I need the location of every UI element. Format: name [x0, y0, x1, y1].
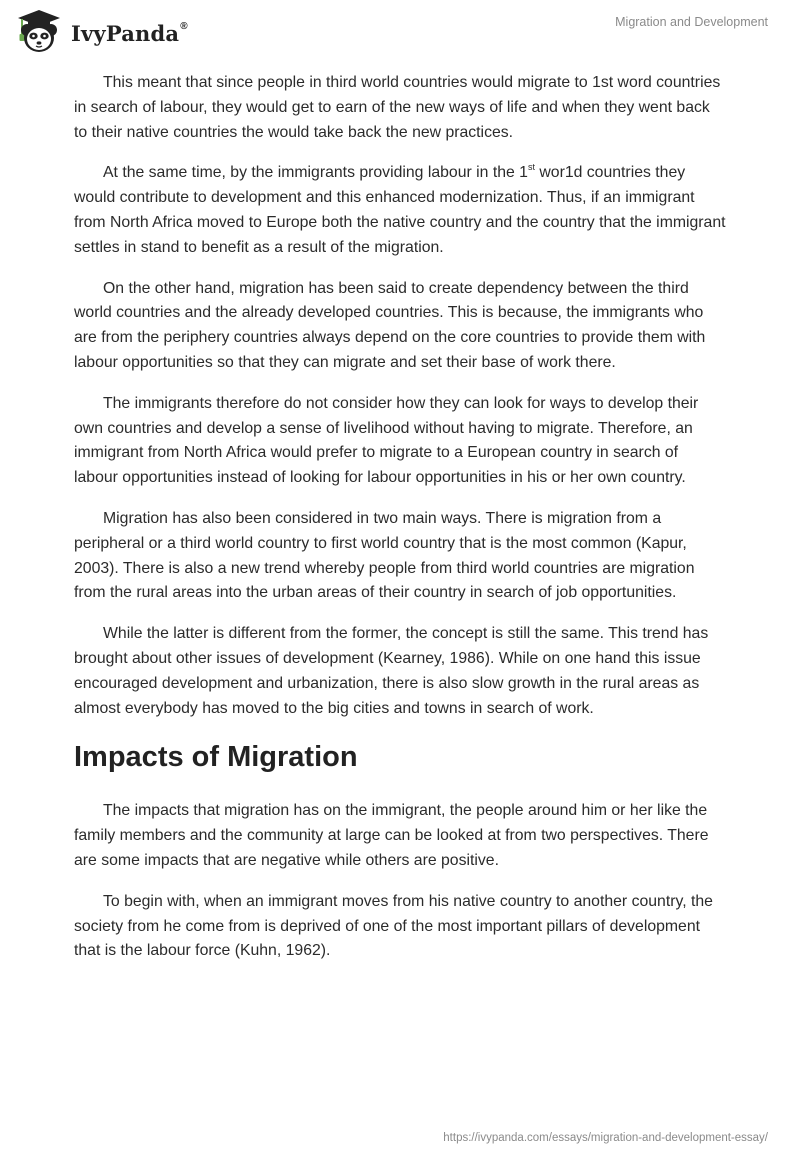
paragraph-4: The immigrants therefore do not consider how they can look for ways to develop their own countries and develop a sense of livelihood without having to migrate. Therefore, an immigrant from North Africa would prefer to migrate to a European country in search of labour opportunities instead of looking for labour opportunities in his or her own country. [74, 394, 699, 487]
essay-body [74, 71, 726, 980]
paragraph-7: The impacts that migration has on the immigrant, the people around him or her like the family members and the community at large can be looked at from two perspectives. There are some impacts that are negative while others are positive. [74, 802, 709, 869]
document-title: Migration and Development [615, 15, 768, 29]
paragraph-1: This meant that since people in third world countries would migrate to 1st word countries in search of labour, they would get to earn of the new ways of life and when they went back to their native countries the would take back the new practices. [74, 74, 721, 141]
paragraph-3: On the other hand, migration has been said to create dependency between the third world countries and the already developed countries. This is because, the immigrants who are from the periphery countries always depend on the core countries to provide them with labour opportunities so that they can migrate and set their base of work there. [74, 279, 706, 371]
source-url[interactable]: https://ivypanda.com/essays/migration-and-development-essay/ [443, 1132, 768, 1144]
brand-name-text: IvyPanda [71, 20, 180, 46]
paragraph-6: While the latter is different from the former, the concept is still the same. This trend has brought about other issues of development (Kearney, 1986). While on one hand this issue encouraged development and urbanization, there is also slow growth in the rural areas as almost everybody has moved to the big cities and towns in search of work. [74, 625, 709, 717]
section-heading: Impacts of Migration [74, 741, 358, 774]
page-header [0, 0, 800, 60]
paragraph-2-start: At the same time, by the immigrants providing labour in the 1 [103, 164, 528, 182]
paragraph-5: Migration has also been considered in two main ways. There is migration from a peripheral or a third world country to first world country that is the most common (Kapur, 2003). There is also a new trend whereby people from third world countries are migration from the rural areas into the urban areas of their country in search of job opportunities. [74, 509, 695, 602]
brand-name [71, 21, 188, 46]
paragraph-8: To begin with, when an immigrant moves from his native country to another country, the society from he come from is deprived of one of the most important pillars of development that is the labour force (Kuhn, 1962). [74, 892, 713, 960]
panda-graduate-icon [14, 8, 64, 54]
registered-mark: ® [180, 20, 188, 32]
ordinal-superscript: st [527, 162, 535, 173]
paragraph-2-end: wor1d countries they would contribute to development and this enhanced modernization. Thus, if an immigrant from North Africa moved to Europe both the native country and the country that the immigrant settles in stand to benefit as a result of the migration. [74, 164, 726, 256]
ivypanda-logo[interactable] [14, 8, 188, 54]
paragraph-2 [74, 161, 726, 260]
